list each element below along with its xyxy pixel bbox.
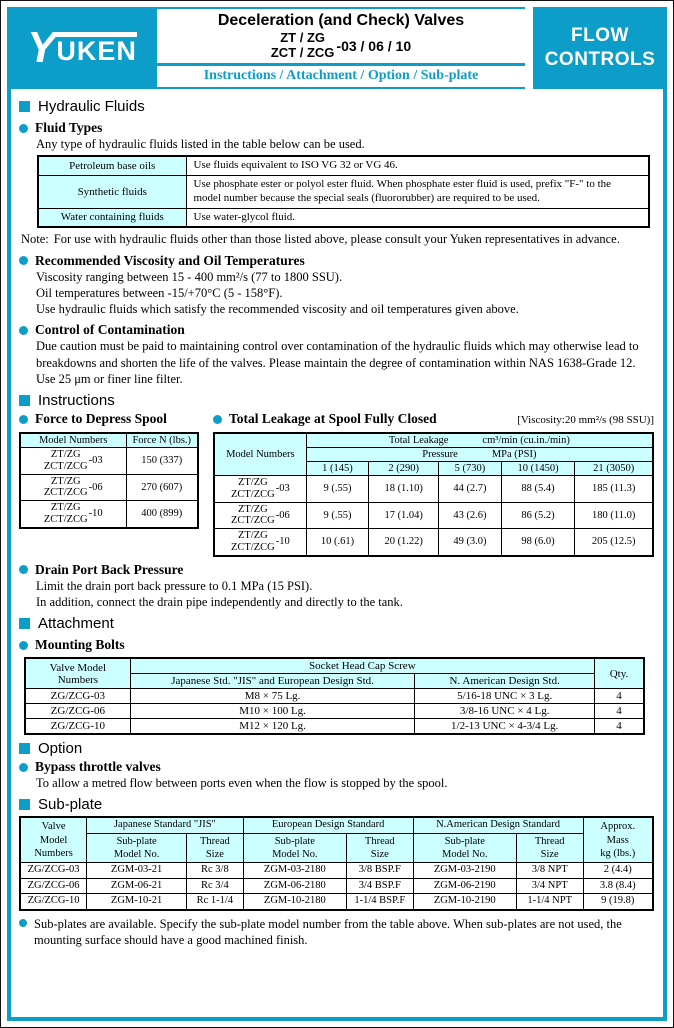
dot-bullet-icon [19,124,28,133]
model-codes [157,31,525,61]
leakage-value: 205 (12.5) [575,529,653,556]
dot-bullet-icon [19,641,28,650]
leakage-value: 44 (2.7) [439,476,502,503]
dot-bullet-icon [19,256,28,265]
subsection-force: Force to Depress Spool [19,411,201,427]
force-table [19,432,199,529]
table-row [20,878,653,894]
dot-bullet-icon [19,415,28,424]
na-thread: 3/4 NPT [516,878,583,894]
valve-model: ZG/ZCG-03 [20,863,87,879]
model-cell: ZT/ZG ZCT/ZCG -10 [20,501,126,528]
subsection-bypass: Bypass throttle valves [19,759,654,775]
table-row [25,719,644,735]
euro-thread: 3/4 BSP.F [346,878,413,894]
header-band [7,7,525,89]
leakage-value: 9 (.55) [306,476,369,503]
valve-model: ZG/ZCG-10 [25,719,130,735]
title-box [157,9,525,87]
fluid-types-intro: Any type of hydraulic fluids listed in the table below can be used. [36,137,365,151]
logo-letter-y: Y [27,23,57,73]
leakage-value: 98 (6.0) [501,529,575,556]
subsection-viscosity: Recommended Viscosity and Oil Temperatures [19,253,654,269]
table-row [20,474,198,501]
logo-text: UKEN [56,32,137,65]
qty: 4 [594,704,644,719]
section-hydraulic-fluids: Hydraulic Fluids [19,98,654,115]
model-cell: ZT/ZG ZCT/ZCG -03 [20,448,126,475]
table-row [20,448,198,475]
page-header [7,7,667,89]
jis-subplate-model: ZGM-06-21 [87,878,187,894]
mass: 3.8 (8.4) [583,878,653,894]
square-bullet-icon [19,799,30,810]
force-value: 150 (337) [126,448,198,475]
euro-subplate-model: ZGM-10-2180 [243,894,346,910]
subplate-footnote: Sub-plates are available. Specify the sub-plate model number from the table above. When sub-plates are not used, the mounting surface should have a good machined finish. [19,916,654,949]
euro-subplate-model: ZGM-06-2180 [243,878,346,894]
table-header-row: Japanese Std. "JIS" and European Design Std. N. American Design Std. [25,674,644,689]
leakage-value: 20 (1.22) [369,529,439,556]
subsection-drain: Drain Port Back Pressure [19,562,654,578]
viscosity-line: Viscosity ranging between 15 - 400 mm²/s (77 to 1800 SSU). [36,269,343,284]
qty: 4 [594,689,644,704]
model-cell: ZT/ZG ZCT/ZCG -06 [214,502,306,529]
table-row [214,529,653,556]
jis-screw: M10 × 100 Lg. [130,704,415,719]
table-row [38,176,649,209]
table-row [25,704,644,719]
valve-model: ZG/ZCG-06 [20,878,87,894]
fluid-types-table [37,155,650,228]
subsection-contamination: Control of Contamination [19,322,654,338]
section-subplate: Sub-plate [19,796,654,813]
force-value: 270 (607) [126,474,198,501]
viscosity-condition-note: [Viscosity:20 mm²/s (98 SSU)] [517,414,654,426]
jis-screw: M12 × 120 Lg. [130,719,415,735]
euro-thread: 1-1/4 BSP.F [346,894,413,910]
fluid-desc-cell: Use phosphate ester or polyol ester fluid. When phosphate ester fluid is used, prefix "F-" to the model number because the special seals (fluororubber) are required to be used. [186,176,649,209]
model-line2: ZCT / ZCG [270,44,335,60]
table-header-row: Valve Model Numbers Socket Head Cap Screw Qty. [25,658,644,674]
leakage-group-header: Total Leakage cm³/min (cu.in./min) [306,433,653,448]
dot-bullet-icon [19,326,28,335]
valve-model: ZG/ZCG-03 [25,689,130,704]
table-row [214,476,653,503]
fluid-desc-cell: Use water-glycol fluid. [186,208,649,227]
subsection-leakage: Total Leakage at Spool Fully Closed [213,411,437,427]
mass-header-cell: Approx. Mass kg (lbs.) [583,817,653,862]
na-subplate-model: ZGM-03-2190 [413,863,516,879]
qty: 4 [594,719,644,735]
dot-bullet-icon [213,415,222,424]
table-row [25,689,644,704]
leakage-value: 18 (1.10) [369,476,439,503]
section-instructions: Instructions [19,392,654,409]
viscosity-line: Use hydraulic fluids which satisfy the recommended viscosity and oil temperatures given above. [36,302,519,316]
table-header-row [214,433,653,448]
na-subplate-model: ZGM-06-2190 [413,878,516,894]
drain-line: In addition, connect the drain pipe independently and directly to the tank. [36,594,403,609]
fluid-desc-cell: Use fluids equivalent to ISO VG 32 or VG 46. [186,156,649,175]
leakage-value: 86 (5.2) [501,502,575,529]
na-thread: 3/8 NPT [516,863,583,879]
drain-line: Limit the drain port back pressure to 0.1 MPa (15 PSI). [36,578,313,593]
jis-subplate-model: ZGM-10-21 [87,894,187,910]
model-cell: ZT/ZG ZCT/ZCG -10 [214,529,306,556]
valve-header-cell: Valve Model Numbers [20,817,87,862]
subsection-mounting-bolts: Mounting Bolts [19,637,654,653]
force-value: 400 (899) [126,501,198,528]
flow-controls-badge: FLOW CONTROLS [533,7,667,89]
na-screw: 5/16-18 UNC × 3 Lg. [415,689,595,704]
model-cell: ZT/ZG ZCT/ZCG -06 [20,474,126,501]
square-bullet-icon [19,618,30,629]
leakage-value: 9 (.55) [306,502,369,529]
bypass-body: To allow a metred flow between ports even when the flow is stopped by the spool. [36,776,448,790]
leakage-value: 180 (11.0) [575,502,653,529]
mounting-bolts-table [24,657,645,735]
viscosity-line: Oil temperatures between -15/+70°C (5 - 158°F). [36,285,283,300]
table-row [20,894,653,910]
euro-subplate-model: ZGM-03-2180 [243,863,346,879]
model-header-cell: Model Numbers [214,433,306,476]
table-header-row: 1 (145) 2 (290) 5 (730) 10 (1450) 21 (3050) [214,462,653,476]
fluid-types-note: Note: For use with hydraulic fluids other than those listed above, please consult your Yuken representatives in advance. [21,232,620,247]
mass: 9 (19.8) [583,894,653,910]
table-row [38,156,649,175]
section-option: Option [19,740,654,757]
square-bullet-icon [19,395,30,406]
leakage-value: 17 (1.04) [369,502,439,529]
valve-model: ZG/ZCG-06 [25,704,130,719]
table-header-row: Sub-plate Model No. Thread Size Sub-plate Model No. Thread Size Sub-plate Model No. Thread Size [20,833,653,862]
table-row [38,208,649,227]
leakage-value: 185 (11.3) [575,476,653,503]
table-row [214,502,653,529]
table-header-row: Valve Model Numbers Japanese Standard "JIS" European Design Standard N.American Design Standard Approx. Mass kg (lbs.) [20,817,653,833]
table-header-row: Model Numbers Force N (lbs.) [20,433,198,448]
pressure-group-header: Pressure MPa (PSI) [306,448,653,462]
dot-bullet-icon [19,763,28,772]
leakage-value: 88 (5.4) [501,476,575,503]
fluid-type-cell: Petroleum base oils [38,156,186,175]
valve-model: ZG/ZCG-10 [20,894,87,910]
leakage-value: 49 (3.0) [439,529,502,556]
na-screw: 3/8-16 UNC × 4 Lg. [415,704,595,719]
table-row [20,863,653,879]
model-sizes: -03 / 06 / 10 [336,37,412,54]
leakage-value: 43 (2.6) [439,502,502,529]
euro-thread: 3/8 BSP.F [346,863,413,879]
subsection-fluid-types: Fluid Types [19,120,654,136]
square-bullet-icon [19,743,30,754]
dot-bullet-icon [19,919,27,927]
page-content [7,89,667,1021]
model-cell: ZT/ZG ZCT/ZCG -03 [214,476,306,503]
instructions-columns [19,411,654,557]
contamination-body: Due caution must be paid to maintaining control over contamination of the hydraulic fluids which may otherwise lead to breakdowns and shorten the life of the valves. Please maintain the degree of contamination within NAS 1638-Grade 12. Use 25 μm or finer line filter. [36,339,639,386]
jis-thread: Rc 3/4 [187,878,244,894]
na-thread: 1-1/4 NPT [516,894,583,910]
leakage-table [213,432,654,557]
fluid-type-cell: Water containing fluids [38,208,186,227]
jis-screw: M8 × 75 Lg. [130,689,415,704]
fluid-type-cell: Synthetic fluids [38,176,186,209]
breadcrumb: Instructions / Attachment / Option / Sub-plate [157,63,525,87]
subplate-table [19,816,654,911]
jis-thread: Rc 1-1/4 [187,894,244,910]
square-bullet-icon [19,101,30,112]
na-subplate-model: ZGM-10-2190 [413,894,516,910]
jis-thread: Rc 3/8 [187,863,244,879]
jis-subplate-model: ZGM-03-21 [87,863,187,879]
page-title: Deceleration (and Check) Valves [217,12,465,29]
mass: 2 (4.4) [583,863,653,879]
yuken-logo [7,7,157,89]
section-attachment: Attachment [19,615,654,632]
dot-bullet-icon [19,565,28,574]
na-screw: 1/2-13 UNC × 4-3/4 Lg. [415,719,595,735]
table-row [20,501,198,528]
model-line1: ZT / ZG [280,30,326,45]
leakage-value: 10 (.61) [306,529,369,556]
